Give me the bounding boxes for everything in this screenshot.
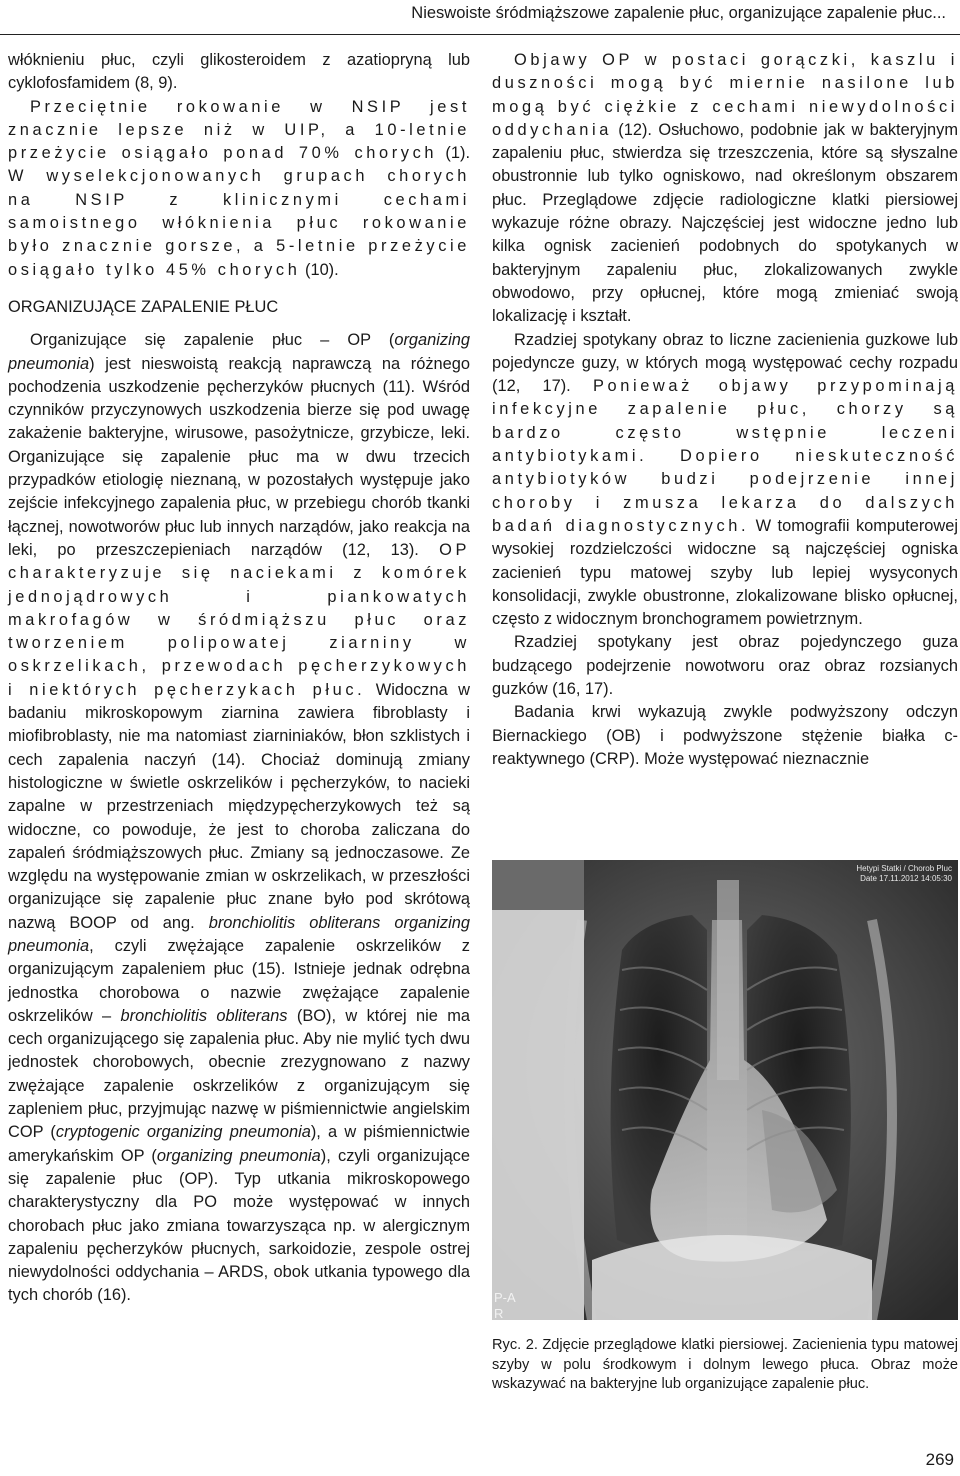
info-line: Hetypi Statki / Chorob Pluc — [856, 864, 952, 873]
spaced-text: Objawy OP w postaci gorączki, kaszlu i duszności mogą być miernie nasilone lub mogą być ciężkie z cechami niewydolności oddychania — [492, 51, 958, 139]
right-column — [492, 49, 958, 771]
xray-info-label — [856, 864, 952, 884]
italic-term: bronchiolitis obliterans — [120, 1006, 288, 1025]
text: W tomografii komputerowej wysokiej rozdzielczości widoczne są najczęściej ogniska zacienień typu matowej szyby lub lepiej wysyconych konsolidacji, zwykle obustronne, zlokalizowane blisko opłucnej, często z widocznym bronchogramem powietrznym. — [492, 516, 958, 629]
page-number: 269 — [925, 1450, 954, 1469]
chest-xray-image — [492, 860, 958, 1320]
text: Widoczna w badaniu mikroskopowym ziarnina zawiera fibroblasty i miofibroblasty, nie ma natomiast ziarniniaków, błon szklistych i cech zapalenia naczyń (14). Chociaż dominują zmiany histologiczne w świetle oskrzelików i pęcherzyków, to nacieki zapalne w przestrzeniach międzypęcherzykowych też są widoczne, co powoduje, że jest to choroba zaliczana do zapaleń śródmiąższowych płuc. Zmiany są jednoczasowe. Ze względu na występowanie zmian w oskrzelikach, w przeszłości organizujące się zapalenie płuc znane było pod skrótową nazwą BOOP od ang. — [8, 680, 470, 932]
paragraph: Badania krwi wykazują zwykle podwyższony odczyn Biernackiego (OB) i podwyższone stężenie białka c-reaktywnego (CRP). Może występować nieznacznie — [492, 703, 958, 768]
spaced-text: Przeciętnie rokowanie w NSIP jest znacznie lepsze niż w UIP, a 10-letnie przeżycie osiągało ponad 70% chorych — [8, 97, 470, 163]
italic-term: organizing pneumonia — [8, 331, 470, 373]
info-line: Date 17.11.2012 14:05:30 — [860, 874, 952, 883]
text: ), a w piśmiennictwie amerykańskim OP ( — [8, 1123, 470, 1165]
figure-caption: Ryc. 2. Zdjęcie przeglądowe klatki piersiowej. Zacienienia typu matowej szyby w polu środkowym i dolnym lewego płuca. Obraz może wskazywać na bakteryjne lub organizujące zapalenie płuc. — [492, 1337, 958, 1393]
spaced-text: Ponieważ objawy przypominają infekcyjne zapalenie płuc, chorzy są bardzo często wstępnie leczeni antybiotykami. Dopiero nieskuteczność antybiotyków budzi podejrzenie innej choroby i zmusza lekarza do dalszych badań diagnostycznych. — [492, 377, 958, 535]
left-column — [8, 49, 470, 1308]
spaced-text: OP charakteryzuje się naciekami z komórek jednojądrowych i piankowatych makrofagów w śródmiąższu płuc oraz tworzeniem polipowatej ziarniny w oskrzelikach, przewodach pęcherzykowych i niektórych pęcherzykach płuc. — [8, 540, 470, 699]
text: (BO), w której nie ma cech organizującego się zapalenia płuc. Aby nie mylić tych dwu jednostek chorobowych, obecnie zrezygnowano z nazwy zwężające zapalenie oskrzelików z organizującym się zapleniem płuc, przyjmując nazwę w piśmiennictwie angielskim COP ( — [8, 1006, 470, 1142]
paragraph — [8, 49, 470, 96]
paragraph-op — [8, 329, 470, 1307]
italic-term: bronchiolitis obliterans organizing pneumonia — [8, 913, 471, 955]
italic-term: organizing pneumonia — [156, 1146, 321, 1165]
header-title: Nieswoiste śródmiąższowe zapalenie płuc, organizujące zapalenie płuc... — [411, 4, 946, 22]
text: ), czyli organizujące się zapalenie płuc (OP). Typ utkania mikroskopowego charakterystyczny dla PO może występować w innych chorobach płuc jako zmiana towarzysząca np. w alergicznym zapaleniu pęcherzyków płucnych, sarkoidozie, zespole ostrej niewydolności oddychania – ARDS, obok utkania typowego dla tych chorób (16). — [8, 1146, 470, 1305]
paragraph-nodules — [492, 329, 958, 632]
paragraph-symptoms — [492, 49, 958, 329]
xray-marker-pa: P-A — [494, 1290, 516, 1305]
text: Organizujące się zapalenie płuc – OP ( — [30, 331, 395, 350]
running-header — [0, 0, 960, 35]
xray-graphic — [492, 860, 958, 1320]
italic-term: cryptogenic organizing pneumonia — [55, 1123, 311, 1142]
section-title: ORGANIZUJĄCE ZAPALENIE PŁUC — [8, 297, 279, 316]
text: (12). Osłuchowo, podobnie jak w bakteryjnym zapaleniu płuc, stwierdza się trzeszczenia, które są słyszalne obustronnie lub tylko ogniskowo, nad określonym obszarem płuc. Przeglądowe zdjęcie radiologiczne klatki piersiowej wykazuje różne obrazy. Najczęściej jest widoczne jedno lub kilka ognisk zacienień podobnych do spotykanych w bakteryjnym zapaleniu płuc, zlokalizowanych zwykle obwodowo, przy opłucnej, które mogą zmieniać swoją lokalizację i kształt. — [492, 120, 958, 326]
text: Rzadziej spotykany obraz to liczne zacienienia guzkowe lub pojedyncze guzy, w których mogą występować cechy rozpadu (12, 17). — [492, 330, 958, 396]
text: , czyli zwężające zapalenie oskrzelików z organizującym zapaleniem płuc (15). Istnieje jednak odrębna jednostka chorobowa o nazwie zwężające zapalenie oskrzelików – — [8, 936, 470, 1025]
ref-text: (10). — [300, 260, 339, 279]
paragraph: Rzadziej spotykany jest obraz pojedynczego guza budzącego podejrzenie nowotworu oraz obraz rozsianych guzków (16, 17). — [492, 633, 958, 699]
spaced-text: W wyselekcjonowanych grupach chorych na NSIP z klinicznymi cechami samoistnego włóknienia płuc rokowanie było znacznie gorsze, a 5-letnie przeżycie osiągało tylko 45% chorych — [8, 167, 470, 279]
ref-text: (1). — [437, 144, 471, 163]
paragraph-text: włóknieniu płuc, czyli glikosteroidem z azatiopryną lub cyklofosfamidem (8, 9). — [8, 51, 470, 93]
paragraph-prognosis — [8, 96, 470, 282]
text: ) jest nieswoistą reakcją naprawczą na różnego pochodzenia uszkodzenie pęcherzyków płucnych (11). Wśród czynników przyczynowych uszkodzenia bierze się pod uwagę zakażenie bakteryjne, wirusowe, pasożytnicze, grzybicze, leki. Organizujące się zapalenie płuc ma w dwu trzecich przypadków etiologię nieznaną, w pozostałych występuje jako zejście infekcyjnego zapalenia płuc, w przebiegu chorób tkanki łącznej, nowotworów płuc lub innych narządów, jako reakcja na leki, po przeszczepieniach narządów (12, 13). — [8, 354, 470, 559]
xray-marker-r: R — [494, 1306, 504, 1320]
